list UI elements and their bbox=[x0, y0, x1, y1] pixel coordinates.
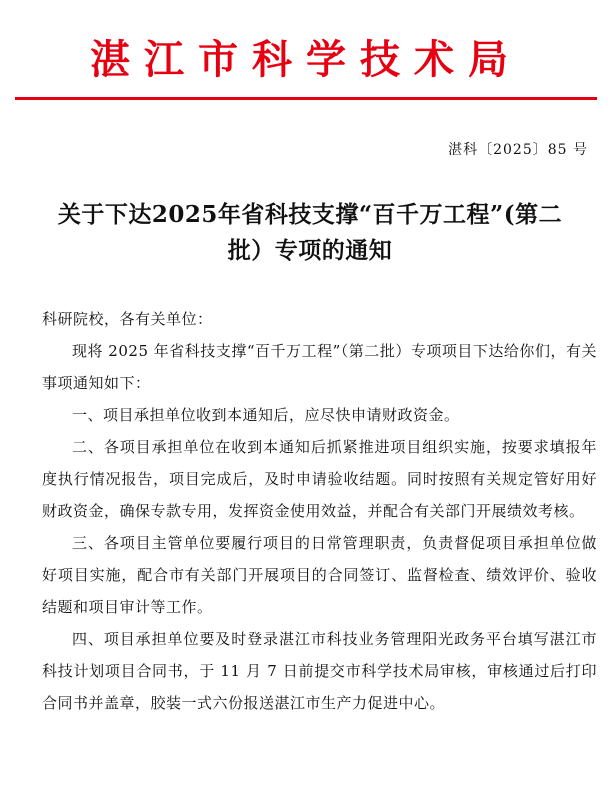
document-title bbox=[30, 197, 590, 269]
body-paragraph: 一、项目承担单位收到本通知后，应尽快申请财政资金。 bbox=[72, 406, 460, 424]
document-title-line-1: 关于下达2025年省科技支撑“百千万工程”(第二 bbox=[57, 201, 563, 228]
document-title-line-2: 批）专项的通知 bbox=[227, 237, 393, 264]
document-body bbox=[42, 303, 597, 719]
salutation: 科研院校，各有关单位： bbox=[42, 310, 213, 328]
document-number: 湛科〔2025〕85 号 bbox=[448, 142, 588, 158]
issuing-authority-header: 湛江市科学技术局 bbox=[90, 36, 522, 83]
body-paragraph: 现将 2025 年省科技支撑“百千万工程”（第二批）专项项目下达给你们，有关事项通知如下： bbox=[42, 342, 597, 392]
red-separator-rule bbox=[15, 97, 597, 100]
body-paragraph: 三、各项目主管单位要履行项目的日常管理职责，负责督促项目承担单位做好项目实施，配合市有关部门开展项目的合同签订、监督检查、绩效评价、验收结题和项目审计等工作。 bbox=[42, 534, 597, 616]
body-paragraph: 二、各项目承担单位在收到本通知后抓紧推进项目组织实施，按要求填报年度执行情况报告，项目完成后，及时申请验收结题。同时按照有关规定管好用好财政资金，确保专款专用，发挥资金使用效益，并配合有关部门开展绩效考核。 bbox=[42, 438, 597, 520]
body-paragraph: 四、项目承担单位要及时登录湛江市科技业务管理阳光政务平台填写湛江市科技计划项目合同书，于 11 月 7 日前提交市科学技术局审核，审核通过后打印合同书并盖章，胶装一式六份报送湛江市生产力促进中心。 bbox=[42, 630, 597, 712]
